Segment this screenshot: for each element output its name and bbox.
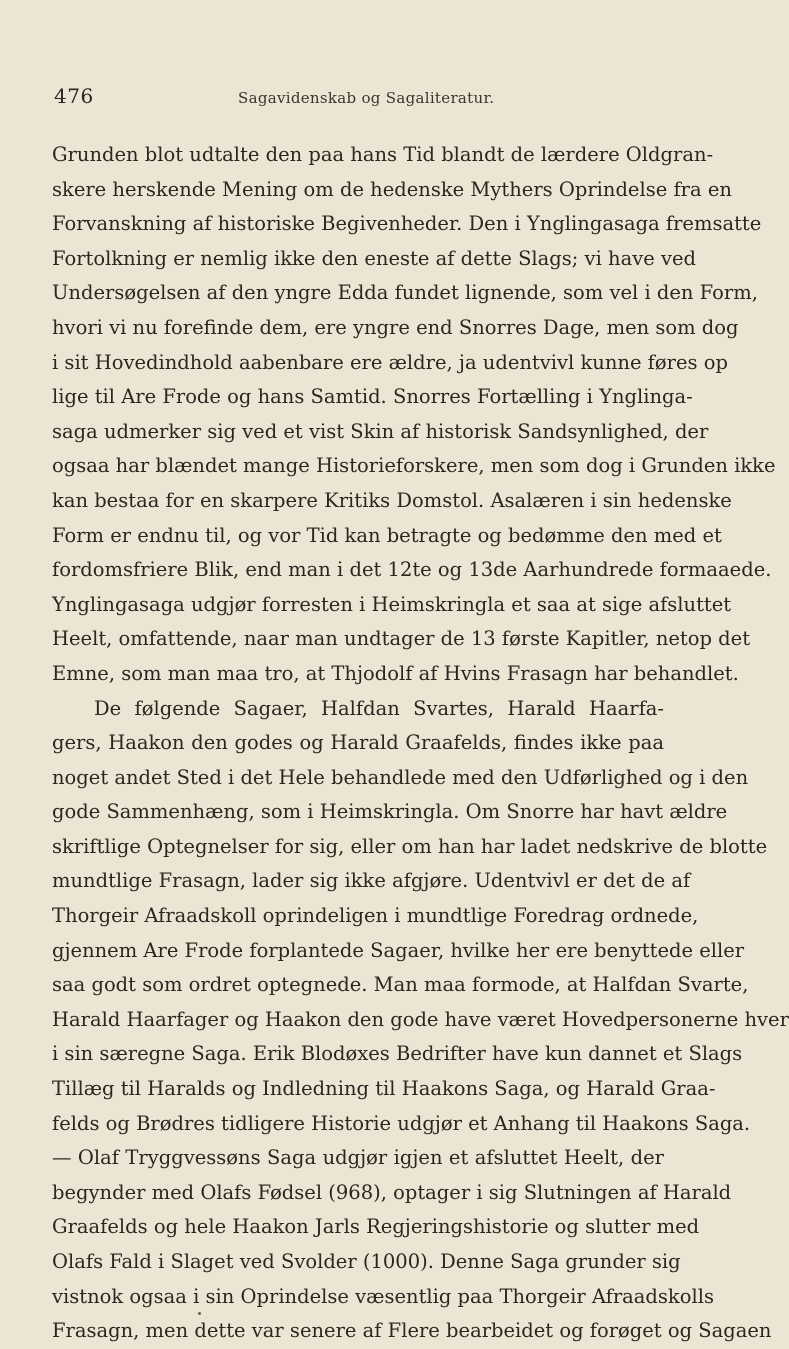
text-line: noget andet Sted i det Hele behandlede med den Udførlighed og i den [52, 765, 749, 789]
text-line: lige til Are Frode og hans Samtid. Snorres Fortælling i Ynglinga- [52, 385, 693, 409]
page-number: 476 [54, 84, 94, 108]
running-title: Sagavidenskab og Sagaliteratur. [238, 89, 495, 107]
text-line: Form er endnu til, og vor Tid kan betragte og bedømme den med et [52, 523, 722, 547]
text-line: Olafs Fald i Slaget ved Svolder (1000). Denne Saga grunder sig [52, 1250, 681, 1273]
text-line: hvori vi nu forefinde dem, ere yngre end Snorres Dage, men som dog [52, 315, 739, 339]
text-line: Graafelds og hele Haakon Jarls Regjeringshistorie og slutter med [52, 1215, 700, 1239]
text-line: Emne, som man maa tro, at Thjodolf af Hvins Frasagn har behandlet. [52, 661, 739, 685]
text-line: mundtlige Frasagn, lader sig ikke afgjøre. Udentvivl er det de af [52, 869, 691, 893]
text-line: Tillæg til Haralds og Indledning til Haakons Saga, og Harald Graa- [52, 1077, 716, 1101]
text-line: Forvanskning af historiske Begivenheder. Den i Ynglingasaga fremsatte [52, 212, 762, 236]
text-line: gjennem Are Frode forplantede Sagaer, hvilke her ere benyttede eller [52, 938, 745, 962]
text-line: Heelt, omfattende, naar man undtager de 13 første Kapitler, netop det [52, 627, 751, 651]
text-line: gode Sammenhæng, som i Heimskringla. Om Snorre har havt ældre [52, 800, 728, 824]
text-line: i sit Hovedindhold aabenbare ere ældre, ja udentvivl kunne føres op [52, 350, 728, 374]
body-text [52, 138, 789, 1349]
text-line: begynder med Olafs Fødsel (968), optager i sig Slutningen af Harald [52, 1180, 732, 1204]
text-line: Frasagn, men dette var senere af Flere bearbeidet og forøget og Sagaen [52, 1319, 772, 1343]
text-line: saga udmerker sig ved et vist Skin af historisk Sandsynlighed, der [52, 419, 709, 443]
text-line: Thorgeir Afraadskoll oprindeligen i mundtlige Foredrag ordnede, [52, 904, 699, 928]
text-line: saa godt som ordret optegnede. Man maa formode, at Halfdan Svarte, [52, 973, 749, 997]
text-line: Harald Haarfager og Haakon den gode have været Hovedpersonerne hver [52, 1007, 789, 1031]
text-line: skere herskende Mening om de hedenske Mythers Oprindelse fra en [52, 177, 732, 201]
text-line: — Olaf Tryggvessøns Saga udgjør igjen et afsluttet Heelt, der [52, 1146, 664, 1170]
text-line: Grunden blot udtalte den paa hans Tid blandt de lærdere Oldgran- [52, 143, 714, 166]
text-line: fordomsfriere Blik, end man i det 12te og 13de Aarhundrede formaaede. [52, 558, 772, 582]
text-line: skriftlige Optegnelser for sig, eller om han har ladet nedskrive de blotte [52, 834, 768, 858]
text-line: felds og Brødres tidligere Historie udgjør et Anhang til Haakons Saga. [52, 1111, 751, 1135]
text-line: Ynglingasaga udgjør forresten i Heimskringla et saa at sige afsluttet [52, 592, 732, 616]
text-line: vistnok ogsaa i sin Oprindelse væsentlig paa Thorgeir Afraadskolls [52, 1284, 714, 1308]
text-line: De følgende Sagaer, Halfdan Svartes, Harald Haarfa- [94, 696, 664, 720]
text-line: kan bestaa for en skarpere Kritiks Domstol. Asalæren i sin hedenske [52, 488, 732, 512]
text-line: Undersøgelsen af den yngre Edda fundet lignende, som vel i den Form, [52, 281, 758, 305]
text-line: gers, Haakon den godes og Harald Graafelds, findes ikke paa [52, 731, 664, 755]
text-line: Fortolkning er nemlig ikke den eneste af dette Slags; vi have ved [52, 246, 696, 270]
text-line: ogsaa har blændet mange Historieforskere, men som dog i Grunden ikke [52, 454, 776, 478]
page-header [54, 84, 660, 114]
text-line: i sin særegne Saga. Erik Blodøxes Bedrifter have kun dannet et Slags [52, 1042, 743, 1066]
ink-speck [198, 1312, 201, 1315]
